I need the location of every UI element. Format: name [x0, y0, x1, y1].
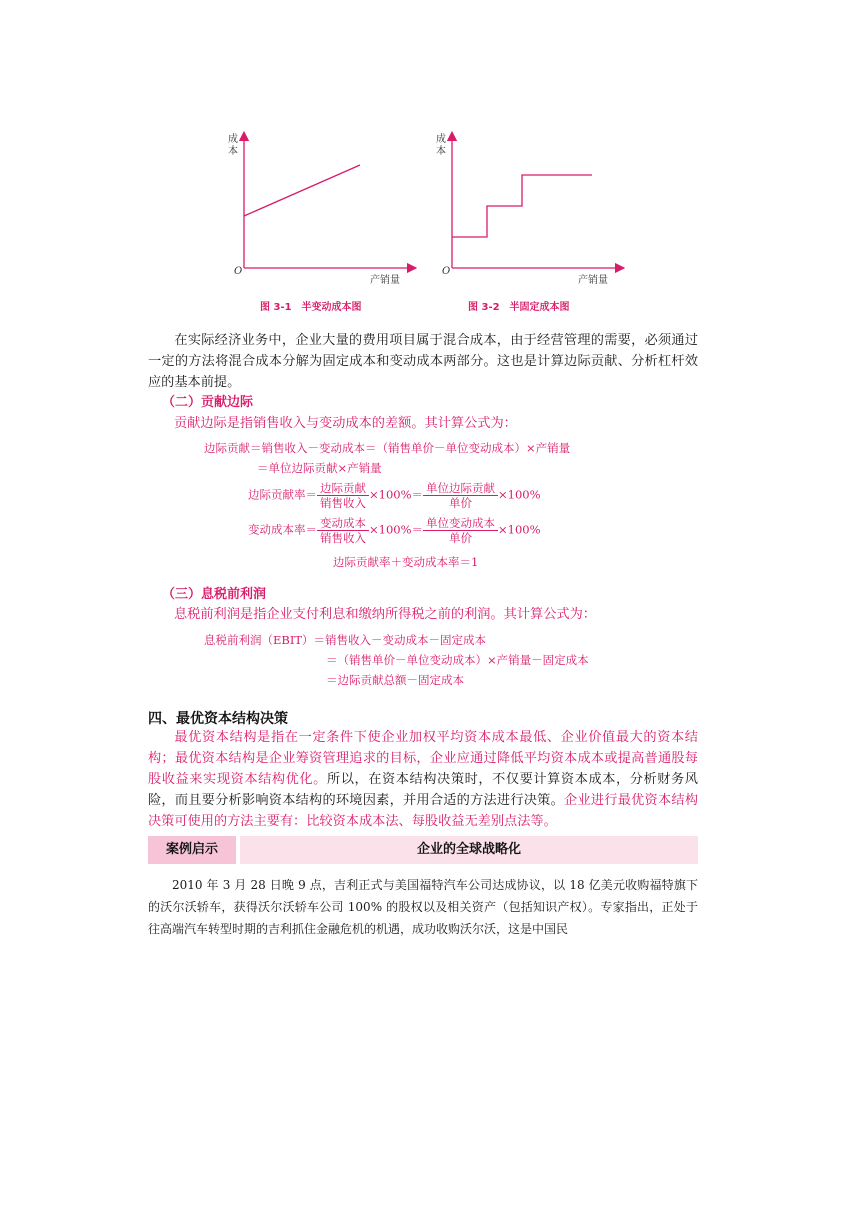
figure-caption: 图 3-2 半固定成本图: [468, 302, 570, 313]
case-title: 企业的全球战略化: [240, 836, 698, 864]
case-tag: 案例启示: [148, 836, 236, 864]
semi-fixed-cost-chart: [430, 128, 630, 288]
formula-contribution-2: ＝单位边际贡献×产销量: [257, 461, 382, 475]
fraction-1: $\frac{\text{变动成本}}{\text{销售收入}}$: [317, 516, 369, 545]
section-heading-ebit: （三）息税前利润: [162, 587, 267, 602]
formula-contribution-rate: [248, 481, 541, 510]
methods-text: 企业进行最优资本结构决策可使用的方法主要有：比较资本成本法、每股收益无差别点法等。: [148, 793, 699, 829]
section-heading-contribution-margin: （二）贡献边际: [162, 395, 254, 410]
tail: ×100%: [498, 522, 541, 537]
formula-ebit-2: ＝（销售单价－单位变动成本）×产销量－固定成本: [326, 653, 589, 667]
contribution-margin-lead: 贡献边际是指销售收入与变动成本的差额。其计算公式为：: [174, 416, 517, 431]
ebit-lead: 息税前利润是指企业支付利息和缴纳所得税之前的利润。其计算公式为：: [174, 607, 596, 622]
step-cost-line: [452, 175, 592, 237]
mid: ×100%＝: [369, 522, 424, 537]
fraction-1: $\frac{\text{边际贡献}}{\text{销售收入}}$: [317, 481, 369, 510]
y-axis-label-2: 本: [228, 146, 238, 157]
fraction-2: $\frac{\text{单位边际贡献}}{\text{单价}}$: [423, 481, 498, 510]
definition-text: 最优资本结构是指在一定条件下使企业加权平均资本成本最低、企业价值最大的资本结构；最优资本结构是企业筹资管理追求的目标，企业应通过降低平均资本成本或提高普通股每股收益来实现资本结构优化。: [148, 730, 698, 787]
case-paragraph: 2010 年 3 月 28 日晚 9 点，吉利正式与美国福特汽车公司达成协议，以 18 亿美元收购福特旗下的沃尔沃轿车，获得沃尔沃轿车公司 100% 的股权以及相关资产（包括知识产权）。专家指出，正处于往高端汽车转型时期的吉利抓住金融危机的机遇，成功收购沃尔沃，这是中国民: [148, 878, 698, 936]
x-axis-label: 产销量: [578, 275, 608, 286]
figure-3-2: [430, 128, 630, 318]
x-axis-label: 产销量: [370, 275, 400, 286]
tail: ×100%: [498, 487, 541, 502]
case-header: [148, 836, 698, 864]
figure-3-1: [222, 128, 422, 318]
formula-contribution-1: 边际贡献＝销售收入－变动成本＝（销售单价－单位变动成本）×产销量: [204, 441, 571, 455]
figure-caption: 图 3-1 半变动成本图: [260, 302, 362, 313]
origin-label: O: [234, 266, 243, 277]
y-axis-label-1: 成: [228, 134, 238, 145]
semi-variable-cost-chart: [222, 128, 422, 288]
formula-variable-cost-rate: [248, 516, 541, 545]
label: 变动成本率＝: [248, 522, 317, 537]
optimal-capital-paragraph: [148, 727, 698, 832]
origin-label: O: [442, 266, 451, 277]
cost-line: [244, 165, 360, 216]
y-axis-label-2: 本: [436, 146, 446, 157]
intro-paragraph: 在实际经济业务中，企业大量的费用项目属于混合成本，由于经营管理的需要，必须通过一定的方法将混合成本分解为固定成本和变动成本两部分。这也是计算边际贡献、分析杠杆效应的基本前提。: [148, 333, 698, 390]
formula-rate-sum: 边际贡献率＋变动成本率＝1: [333, 555, 479, 569]
section-title-optimal-capital-structure: 四、最优资本结构决策: [148, 711, 288, 727]
decision-text: 所以，在资本结构决策时，不仅要计算资本成本，分析财务风险，而且要分析影响资本结构的环境因素，并用合适的方法进行决策。: [148, 772, 698, 808]
label: 边际贡献率＝: [248, 487, 317, 502]
formula-ebit-3: ＝边际贡献总额－固定成本: [326, 673, 464, 687]
y-axis-label-1: 成: [436, 134, 446, 145]
formula-ebit-1: 息税前利润（EBIT）＝销售收入－变动成本－固定成本: [204, 633, 487, 647]
fraction-2: $\frac{\text{单位变动成本}}{\text{单价}}$: [423, 516, 498, 545]
mid: ×100%＝: [369, 487, 424, 502]
